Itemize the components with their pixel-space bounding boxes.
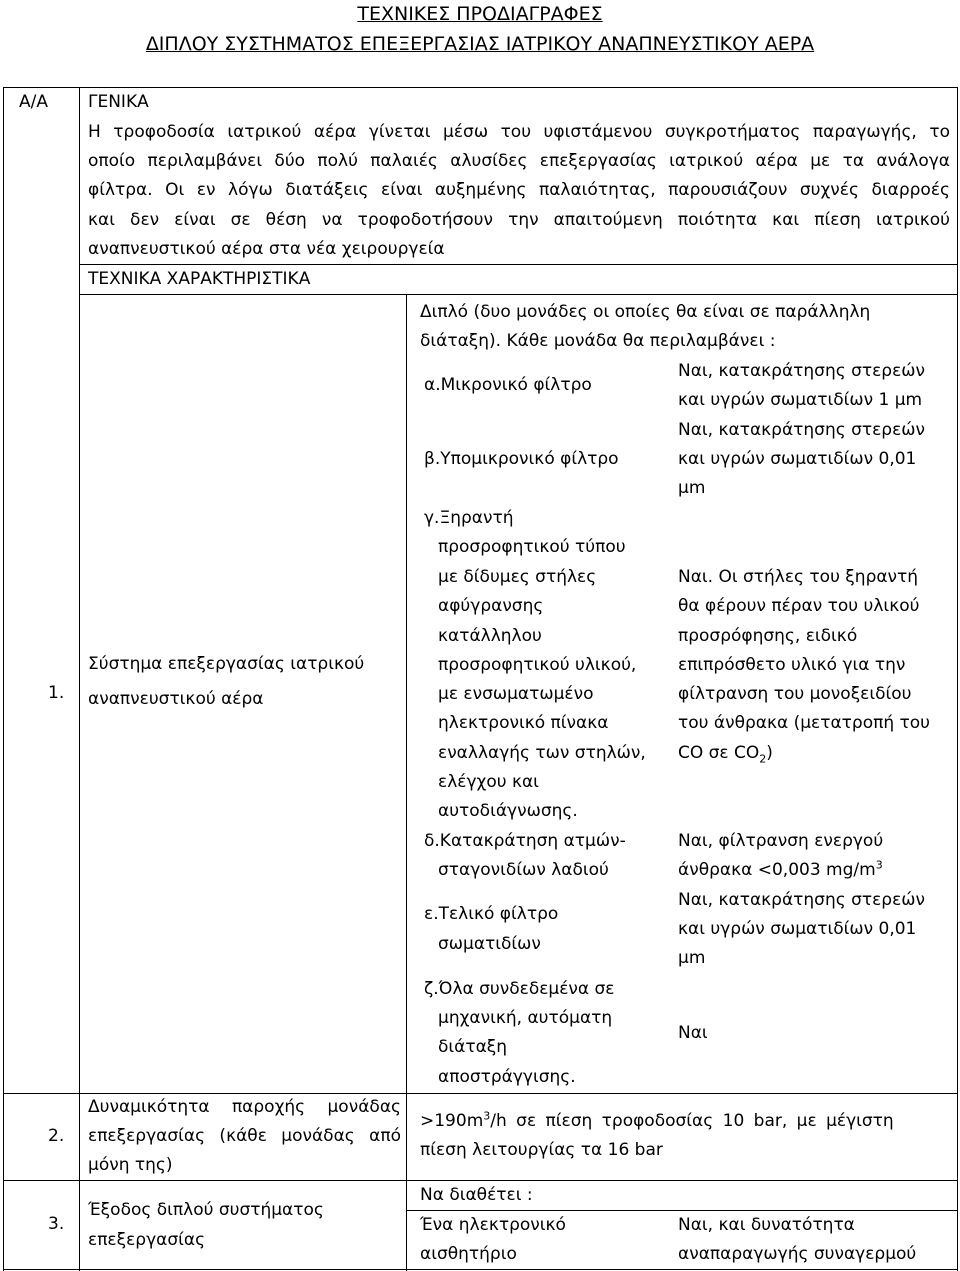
spec-c-label: αφύγρανσης — [438, 596, 544, 616]
cubic-superscript: 3 — [875, 858, 883, 872]
spec-a-value: και υγρών σωματιδίων 1 μm — [678, 390, 923, 410]
spec-c-label: ελέγχου και — [438, 772, 539, 792]
row3-value: Ναι, και δυνατότητα — [678, 1215, 855, 1235]
general-line: οποίο περιλαμβάνει δύο πολύ παλαιές αλυσίδες επεξεργασίας ιατρικού αέρα με τα ανάλογα — [88, 151, 950, 171]
spec-c-value: προσρόφησης, ειδικό — [678, 626, 858, 646]
row2-value — [420, 1107, 950, 1137]
spec-z-label: ζ.Όλα συνδεδεμένα σε — [424, 979, 615, 999]
spec-b-value: Ναι, κατακράτησης στερεών — [678, 420, 926, 440]
general-line: Η τροφοδοσία ιατρικού αέρα γίνεται μέσω του υφιστάμενου συγκροτήματος παραγωγής, το — [88, 122, 950, 142]
general-heading: ΓΕΝΙΚΑ — [88, 92, 149, 112]
spec-e-label: ε.Τελικό φίλτρο — [424, 904, 559, 924]
spec-z-label: αποστράγγισης. — [438, 1067, 576, 1087]
spec-c-label: με δίδυμες στήλες — [438, 567, 597, 587]
general-line: και δεν είναι σε θέση να τροφοδοτήσουν την απαιτούμενη ποιότητα και πίεση ιατρικού — [88, 210, 950, 230]
spec-c-label: εναλλαγής των στηλών, — [438, 743, 646, 763]
general-line: φίλτρα. Οι εν λόγω διατάξεις είναι αυξημένης παλαιότητας, παρουσιάζουν συχνές διαρροές — [88, 180, 950, 200]
row2-value-post: /h σε πίεση τροφοδοσίας 10 bar, με μέγιστη — [490, 1111, 894, 1131]
spec-d-label: δ.Κατακράτηση ατμών- — [424, 831, 626, 851]
row3-label: Ένα ηλεκτρονικό — [420, 1215, 566, 1235]
spec-c-label: με ενσωματωμένο — [438, 684, 594, 704]
spec-e-value: Ναι, κατακράτησης στερεών — [678, 890, 926, 910]
spec-d-value-text: άνθρακα <0,003 mg/m — [678, 860, 876, 880]
co-close-paren: ) — [766, 743, 773, 763]
spec-c-label: κατάλληλου — [438, 626, 542, 646]
row2-description: επεξεργασίας (κάθε μονάδας από — [88, 1126, 401, 1146]
co2-subscript: 2 — [759, 752, 767, 766]
spec-c-value-co — [678, 739, 773, 769]
row1-description: Σύστημα επεξεργασίας ιατρικού — [88, 654, 365, 674]
spec-d-value — [678, 856, 883, 886]
row1-intro: διάταξη). Κάθε μονάδα θα περιλαμβάνει : — [420, 331, 776, 351]
spec-c-value: επιπρόσθετο υλικό για την — [678, 655, 906, 675]
spec-c-label: αυτοδιάγνωσης. — [438, 801, 578, 821]
spec-z-label: μηχανική, αυτόματη — [438, 1008, 613, 1028]
row3-label-top: Να διαθέτει : — [420, 1185, 533, 1205]
row3-value: αναπαραγωγής συναγερμού — [678, 1244, 917, 1264]
general-line: αναπνευστικού αέρα στα νέα χειρουργεία — [88, 239, 445, 259]
spec-e-label: σωματιδίων — [438, 934, 541, 954]
spec-c-label: ηλεκτρονικό πίνακα — [438, 713, 609, 733]
spec-d-label: σταγονιδίων λαδιού — [438, 860, 609, 880]
spec-c-label: γ.Ξηραντή — [424, 508, 514, 528]
spec-b-value: και υγρών σωματιδίων 0,01 — [678, 449, 917, 469]
spec-a-value: Ναι, κατακράτησης στερεών — [678, 361, 926, 381]
spec-z-label: διάταξη — [438, 1037, 508, 1057]
spec-e-value: μm — [678, 948, 706, 968]
spec-c-value: φίλτρανση του μονοξειδίου — [678, 684, 912, 704]
co-text: CO σε CO — [678, 743, 760, 763]
document-subtitle: ΔΙΠΛΟΥ ΣΥΣΤΗΜΑΤΟΣ ΕΠΕΞΕΡΓΑΣΙΑΣ ΙΑΤΡΙΚΟΥ ΑΝΑΠΝΕΥΣΤΙΚΟΥ ΑΕΡΑ — [145, 33, 815, 55]
spec-b-label: β.Υπομικρονικό φίλτρο — [424, 449, 619, 469]
spec-d-value: Ναι, φίλτρανση ενεργού — [678, 831, 884, 851]
spec-c-label: προσροφητικού τύπου — [438, 537, 626, 557]
tech-heading: ΤΕΧΝΙΚΑ ΧΑΡΑΚΤΗΡΙΣΤΙΚΑ — [88, 269, 311, 289]
row2-value-line2: πίεση λειτουργίας τα 16 bar — [420, 1140, 663, 1160]
row2-value-pre: >190m — [420, 1111, 484, 1131]
spec-z-value: Ναι — [678, 1023, 708, 1043]
spec-b-value: μm — [678, 478, 706, 498]
spec-c-value: Ναι. Οι στήλες του ξηραντή — [678, 567, 919, 587]
spec-a-label: α.Μικρονικό φίλτρο — [424, 375, 592, 395]
spec-e-value: και υγρών σωματιδίων 0,01 — [678, 919, 917, 939]
row1-intro: Διπλό (δυο μονάδες οι οποίες θα είναι σε παράλληλη — [420, 302, 871, 322]
row3-label: αισθητήριο — [420, 1244, 517, 1264]
aa-header: Α/Α — [19, 92, 48, 112]
row-number-3: 3. — [48, 1214, 65, 1234]
row3-description: επεξεργασίας — [88, 1230, 206, 1250]
row2-description: μόνη της) — [88, 1155, 173, 1175]
row2-description: Δυναμικότητα παροχής μονάδας — [88, 1097, 401, 1117]
row-number-2: 2. — [48, 1126, 65, 1146]
spec-c-label: προσροφητικού υλικού, — [438, 655, 637, 675]
row3-description: Έξοδος διπλού συστήματος — [88, 1200, 324, 1220]
spec-c-value: του άνθρακα (μετατροπή του — [678, 713, 930, 733]
cubic-superscript: 3 — [483, 1109, 491, 1123]
document-title: ΤΕΧΝΙΚΕΣ ΠΡΟΔΙΑΓΡΑΦΕΣ — [357, 3, 603, 25]
spec-c-value: θα φέρουν πέραν του υλικού — [678, 596, 920, 616]
row-number-1: 1. — [48, 683, 65, 703]
desc-column-divider — [406, 294, 407, 1271]
row1-description: αναπνευστικού αέρα — [88, 689, 264, 709]
